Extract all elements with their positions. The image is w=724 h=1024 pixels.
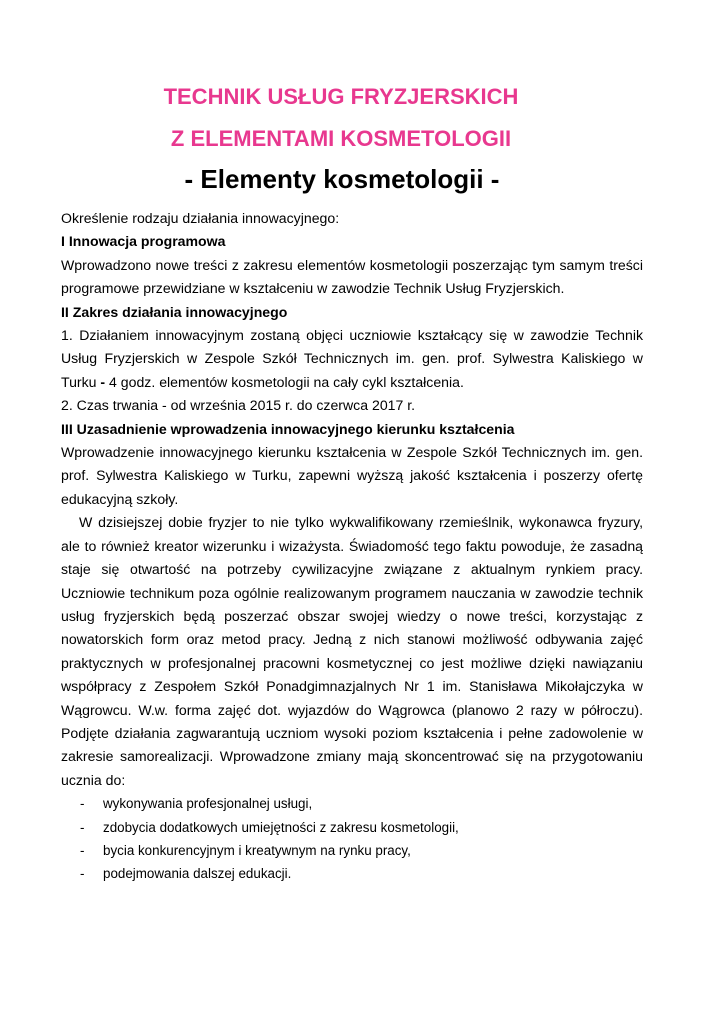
list-item [61, 792, 643, 815]
section-2-item-2: 2. Czas trwania - od września 2015 r. do czerwca 2017 r. [61, 397, 416, 414]
list-item-text: zdobycia dodatkowych umiejętności z zakresu kosmetologii, [103, 819, 459, 835]
list-item-text: podejmowania dalszej edukacji. [103, 866, 292, 882]
list-item-text: wykonywania profesjonalnej usługi, [103, 796, 313, 812]
section-2-item-1-dash: - [100, 373, 106, 390]
section-2-item-1-b: 4 godz. elementów kosmetologii na cały cykl kształcenia. [105, 373, 464, 390]
section-1-text: Wprowadzono nowe treści z zakresu elementów kosmetologii poszerzając tym samym treści programowe przewidziane w kształceniu w zawodzie Technik Usług Fryzjerskich. [61, 256, 643, 297]
list-item [61, 862, 643, 885]
list-item [61, 839, 643, 862]
section-3-heading: III Uzasadnienie wprowadzenia innowacyjnego kierunku kształcenia [61, 420, 515, 437]
title-line-1: TECHNIK USŁUG FRYZJERSKICH [163, 84, 519, 109]
list-dash: - [80, 819, 85, 835]
section-2-item-1 [61, 324, 643, 394]
list-dash: - [80, 866, 85, 882]
intro-text: Określenie rodzaju działania innowacyjnego: [61, 210, 340, 226]
document-body [61, 207, 643, 886]
subtitle: - Elementy kosmetologii - [184, 164, 500, 194]
goals-list [61, 792, 643, 886]
list-item [61, 816, 643, 839]
list-dash: - [80, 842, 85, 858]
section-3-text: Wprowadzenie innowacyjnego kierunku kształcenia w Zespole Szkół Technicznych im. gen. prof. Sylwestra Kaliskiego w Turku, zapewni wyższą jakość kształcenia i poszerzy ofertę edukacyjną szkoły. [61, 444, 643, 507]
title-line-2: Z ELEMENTAMI KOSMETOLOGII [170, 126, 512, 151]
section-1-heading: I Innowacja programowa [61, 233, 226, 250]
list-item-text: bycia konkurencyjnym i kreatywnym na rynku pracy, [103, 842, 411, 858]
section-2-item-1-a: 1. Działaniem innowacyjnym zostaną objęci uczniowie kształcący się w zawodzie Technik Usług Fryzjerskich w Zespole Szkół Technicznych im. gen. prof. Sylwestra Kaliskiego w Turku [61, 327, 643, 390]
section-3-paragraph: W dzisiejszej dobie fryzjer to nie tylko wykwalifikowany rzemieślnik, wykonawca fryzury, ale to również kreator wizerunku i wizażysta. Świadomość tego faktu powoduje, że zasadną staje się otwartość na potrzeby cywilizacyjne związane z aktualnym rynkiem pracy. Uczniowie technikum poza ogólnie realizowanym programem nauczania w zawodzie technik usług fryzjerskich będą poszerzać obszar swojej wiedzy o nowe treści, korzystając z nowatorskich form oraz metod pracy. Jedną z nich stanowi możliwość odbywania zajęć praktycznych w profesjonalnej pracowni kosmetycznej co jest możliwe dzięki nawiązaniu współpracy z Zespołem Szkół Ponadgimnazjalnych Nr 1 im. Stanisława Mikołajczyka w Wągrowcu. W.w. forma zajęć dot. wyjazdów do Wągrowca (planowo 2 razy w półroczu). Podjęte działania zagwarantują uczniom wysoki poziom kształcenia i pełne zadowolenie w zakresie samorealizacji. Wprowadzone zmiany mają skoncentrować się na przygotowaniu ucznia do: [61, 514, 643, 788]
list-dash: - [80, 796, 85, 812]
section-2-heading: II Zakres działania innowacyjnego [61, 303, 288, 320]
